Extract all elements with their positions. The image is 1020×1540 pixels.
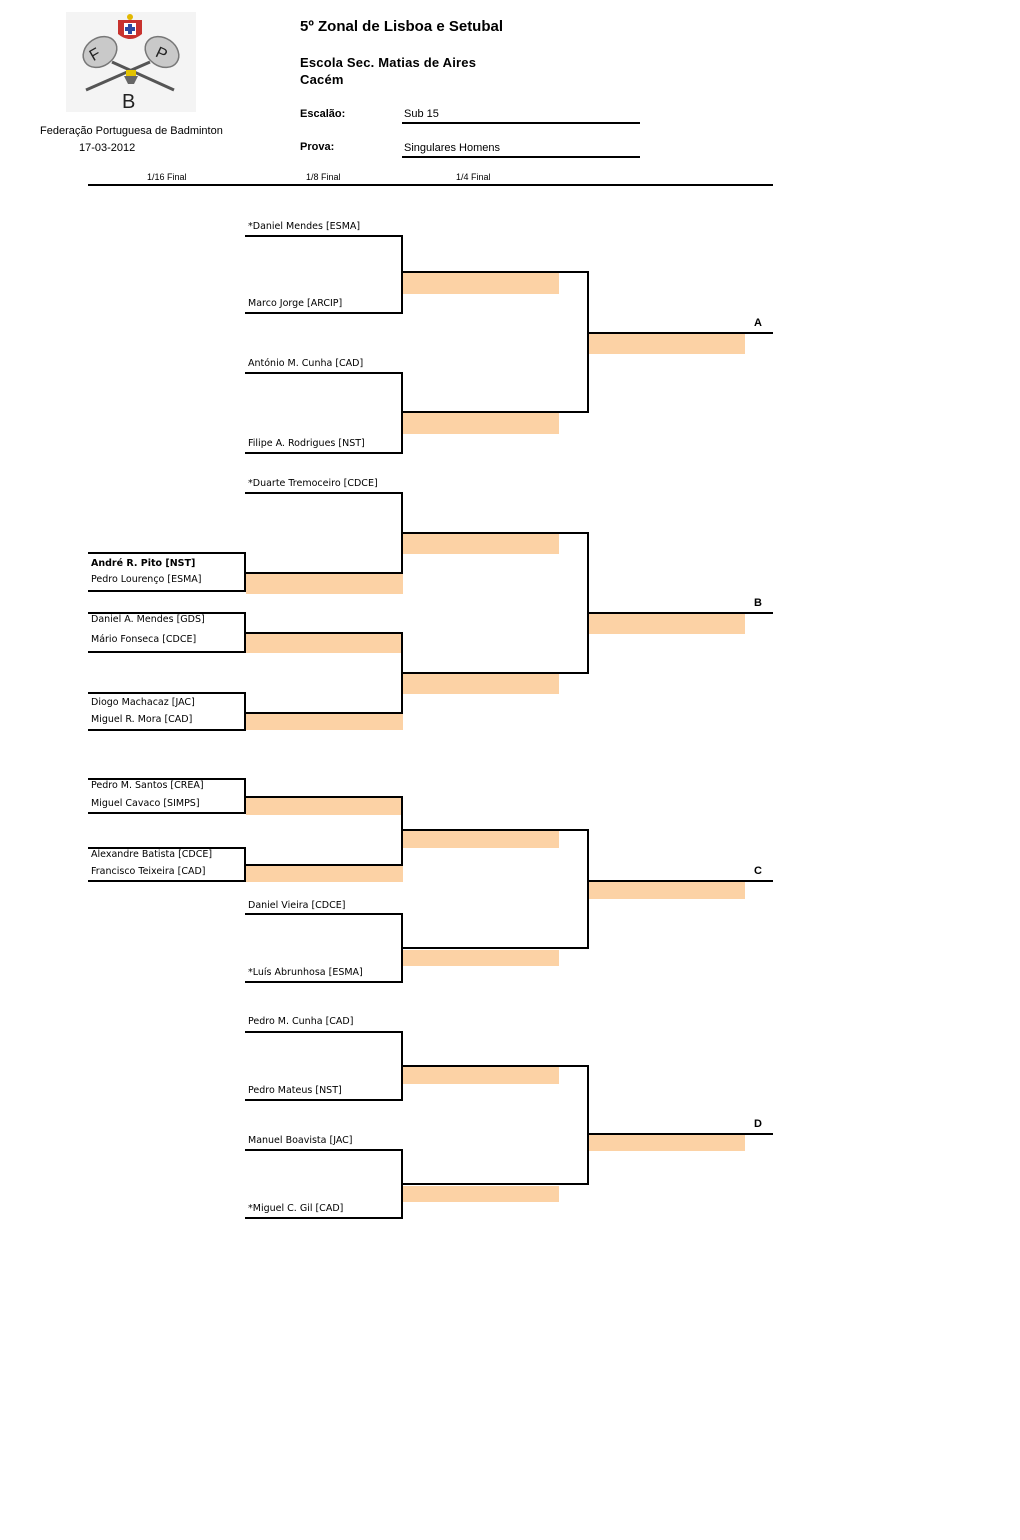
bracket-line (245, 372, 403, 374)
bracket-line (88, 778, 246, 780)
group-label-b: B (754, 597, 762, 609)
round-label-1-8: 1/8 Final (306, 172, 341, 182)
prova-label: Prova: (300, 141, 335, 153)
bracket-line (246, 632, 403, 634)
bracket-line (403, 1065, 589, 1067)
bracket-line (245, 1149, 403, 1151)
player-slot: Mário Fonseca [CDCE] (91, 634, 197, 645)
federation-name: Federação Portuguesa de Badminton (40, 125, 223, 137)
bracket-connector (587, 532, 589, 674)
bracket-line (403, 411, 589, 413)
player-slot: *Miguel C. Gil [CAD] (248, 1203, 344, 1214)
bracket-line (245, 492, 403, 494)
quarterfinal-result-slot[interactable] (403, 1186, 559, 1202)
bracket-line (88, 651, 246, 653)
bracket-line (245, 1031, 403, 1033)
bracket-line (246, 572, 403, 574)
player-slot: António M. Cunha [CAD] (248, 358, 364, 369)
round-label-1-4: 1/4 Final (456, 172, 491, 182)
player-slot: Pedro Mateus [NST] (248, 1085, 342, 1096)
player-slot: André R. Pito [NST] (91, 558, 196, 569)
group-winner-slot[interactable] (589, 882, 745, 899)
quarterfinal-result-slot[interactable] (403, 413, 559, 434)
escalao-label: Escalão: (300, 108, 346, 120)
bracket-line (403, 532, 589, 534)
group-winner-slot[interactable] (589, 614, 745, 634)
quarterfinal-result-slot[interactable] (403, 831, 559, 848)
venue-line-1: Escola Sec. Matias de Aires (300, 55, 477, 70)
bracket-line (246, 796, 403, 798)
player-slot: Daniel Vieira [CDCE] (248, 900, 346, 911)
player-slot: Daniel A. Mendes [GDS] (91, 614, 205, 625)
player-slot: Marco Jorge [ARCIP] (248, 298, 343, 309)
bracket-line (246, 712, 403, 714)
escalao-underline (402, 122, 640, 124)
bracket-line (245, 312, 403, 314)
bracket-line (88, 552, 246, 554)
quarterfinal-result-slot[interactable] (403, 534, 559, 554)
r16-result-slot[interactable] (246, 866, 403, 882)
event-date: 17-03-2012 (79, 142, 136, 154)
escalao-value: Sub 15 (404, 108, 439, 120)
bracket-line (245, 1099, 403, 1101)
group-label-d: D (754, 1118, 762, 1130)
player-slot: Miguel R. Mora [CAD] (91, 714, 193, 725)
bracket-line (403, 829, 589, 831)
bracket-line (245, 913, 403, 915)
player-slot: Diogo Machacaz [JAC] (91, 697, 195, 708)
bracket-line (88, 612, 246, 614)
r16-result-slot[interactable] (246, 714, 403, 730)
group-winner-slot[interactable] (589, 334, 745, 354)
quarterfinal-result-slot[interactable] (403, 1067, 559, 1084)
bracket-line (88, 692, 246, 694)
player-slot: *Daniel Mendes [ESMA] (248, 221, 361, 232)
group-label-c: C (754, 865, 762, 877)
bracket-line (245, 981, 403, 983)
bracket-line (246, 864, 403, 866)
round-label-1-16: 1/16 Final (147, 172, 187, 182)
bracket-line (403, 1183, 589, 1185)
logo-letter-b: B (122, 91, 136, 112)
bracket-line (403, 271, 589, 273)
player-slot: Filipe A. Rodrigues [NST] (248, 438, 365, 449)
player-slot: Pedro M. Santos [CREA] (91, 780, 204, 791)
bracket-line (88, 590, 246, 592)
r16-result-slot[interactable] (246, 574, 403, 594)
r16-result-slot[interactable] (246, 634, 403, 653)
prova-underline (402, 156, 640, 158)
bracket-connector (587, 1065, 589, 1185)
group-label-a: A (754, 317, 762, 329)
bracket-line (88, 880, 246, 882)
bracket-line (245, 1217, 403, 1219)
bracket-line (245, 235, 403, 237)
quarterfinal-result-slot[interactable] (403, 950, 559, 966)
quarterfinal-result-slot[interactable] (403, 273, 559, 294)
player-slot: Alexandre Batista [CDCE] (91, 849, 213, 860)
federation-logo (66, 12, 196, 112)
player-slot: Pedro Lourenço [ESMA] (91, 574, 202, 585)
bracket-line (88, 729, 246, 731)
quarterfinal-result-slot[interactable] (403, 674, 559, 694)
page-title: 5º Zonal de Lisboa e Setubal (300, 18, 504, 35)
bracket-line (245, 452, 403, 454)
player-slot: Manuel Boavista [JAC] (248, 1135, 353, 1146)
player-slot: *Duarte Tremoceiro [CDCE] (248, 478, 378, 489)
player-slot: Miguel Cavaco [SIMPS] (91, 798, 200, 809)
bracket-line (403, 947, 589, 949)
prova-value: Singulares Homens (404, 142, 500, 154)
group-winner-slot[interactable] (589, 1135, 745, 1151)
player-slot: Francisco Teixeira [CAD] (91, 866, 206, 877)
round-header-rule (88, 184, 773, 186)
bracket-line (403, 672, 589, 674)
r16-result-slot[interactable] (246, 798, 403, 815)
logo-letter-p: P (152, 44, 170, 65)
bracket-line (88, 847, 246, 849)
player-slot: Pedro M. Cunha [CAD] (248, 1016, 354, 1027)
venue-line-2: Cacém (300, 72, 344, 87)
bracket-line (88, 812, 246, 814)
player-slot: *Luís Abrunhosa [ESMA] (248, 967, 363, 978)
logo-letter-f: F (86, 45, 104, 65)
